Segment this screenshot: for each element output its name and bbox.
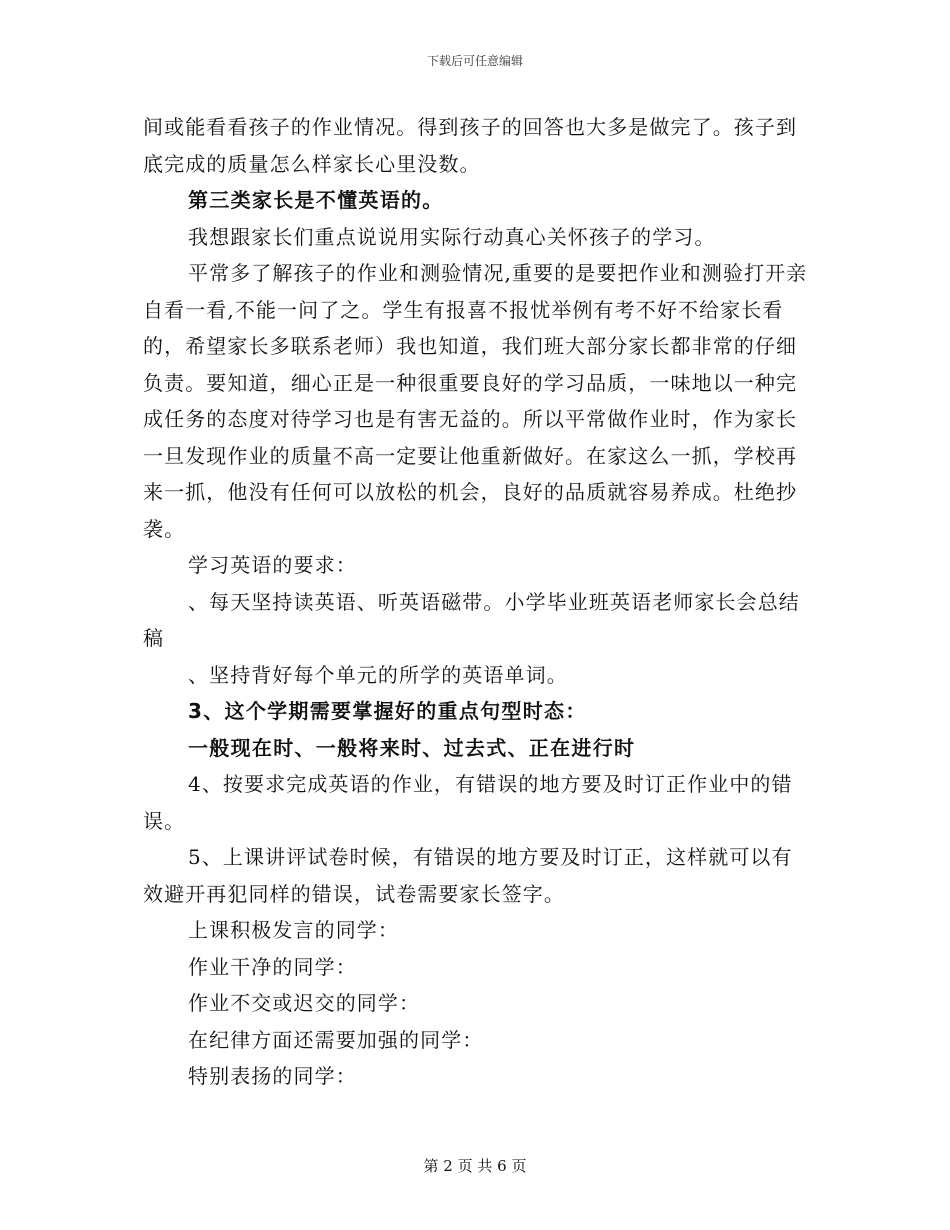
paragraph: 、每天坚持读英语、听英语磁带。小学毕业班英语老师家长会总结稿 bbox=[143, 589, 800, 650]
paragraph-heading: 3、这个学期需要掌握好的重点句型时态： bbox=[188, 699, 587, 723]
paragraph: 作业干净的同学： bbox=[188, 954, 357, 979]
paragraph: 5、上课讲评试卷时候，有错误的地方要及时订正，这样就可以有效避开再犯同样的错误，试卷需要家长签字。 bbox=[143, 845, 793, 906]
page-header: 下载后可任意编辑 bbox=[426, 54, 523, 68]
paragraph: 、坚持背好每个单元的所学的英语单词。 bbox=[188, 662, 568, 687]
paragraph-heading: 第三类家长是不懂英语的。 bbox=[188, 188, 444, 212]
paragraph: 平常多了解孩子的作业和测验情况,重要的是要把作业和测验打开亲自看一看,不能一问了之。学生有报喜不报忧举例有考不好不给家长看的，希望家长多联系老师）我也知道，我们班大部分家长都非常的仔细负责。要知道，细心正是一种很重要良好的学习品质，一味地以一种完成任务的态度对待学习也是有害无益的。所以平常做作业时，作为家长一旦发现作业的质量不高一定要让他重新做好。在家这么一抓，学校再来一抓，他没有任何可以放松的机会，良好的品质就容易养成。杜绝抄袭。 bbox=[143, 261, 808, 541]
paragraph: 作业不交或迟交的同学： bbox=[188, 991, 421, 1015]
document-body bbox=[143, 109, 808, 1095]
page-footer: 第 2 页 共 6 页 bbox=[423, 1157, 527, 1175]
paragraph: 学习英语的要求： bbox=[188, 553, 357, 577]
paragraph-heading: 一般现在时、一般将来时、过去式、正在进行时 bbox=[188, 735, 636, 760]
paragraph: 间或能看看孩子的作业情况。得到孩子的回答也大多是做完了。孩子到底完成的质量怎么样家长心里没数。 bbox=[143, 115, 798, 176]
paragraph: 在纪律方面还需要加强的同学： bbox=[188, 1027, 484, 1052]
paragraph: 我想跟家长们重点说说用实际行动真心关怀孩子的学习。 bbox=[188, 224, 716, 249]
paragraph: 特别表扬的同学： bbox=[188, 1064, 357, 1088]
paragraph: 上课积极发言的同学： bbox=[188, 918, 399, 942]
paragraph: 4、按要求完成英语的作业，有错误的地方要及时订正作业中的错误。 bbox=[143, 772, 793, 833]
